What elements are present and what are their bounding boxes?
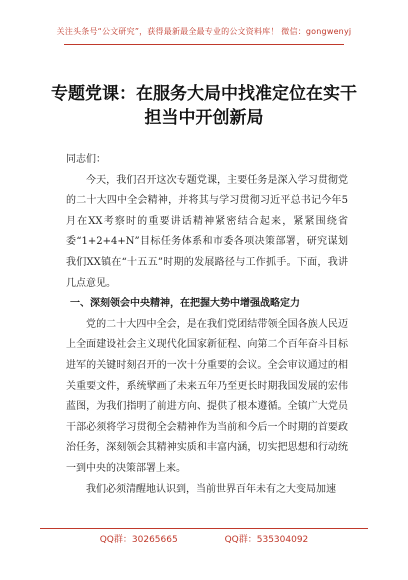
- document-title: [50, 82, 358, 130]
- header-divider: [64, 44, 344, 45]
- section-heading-1: 一、深刻领会中央精神，在把握大势中增强战略定力: [70, 298, 300, 310]
- document-body: [66, 150, 348, 500]
- page-header-note: 关注头条号“公文研究”，获得最新最全最专业的公文资料库！ 微信：gongwenyj: [56, 27, 352, 36]
- title-line-2: 担当中开创新局: [144, 108, 264, 128]
- footer-qq-group-1: QQ群：30265665: [99, 535, 178, 545]
- greeting: 同志们：: [66, 154, 106, 165]
- paragraph-section1-2: 我们必须清醒地认识到，当前世界百年未有之大变局加速: [86, 483, 336, 495]
- title-line-1: 专题党课：在服务大局中找准定位在实干: [51, 84, 357, 104]
- page-footer: [0, 532, 408, 545]
- footer-divider: [40, 528, 368, 529]
- paragraph-intro: 今天，我们召开这次专题党课，主要任务是深入学习贯彻党的二十大四中全会精神，并将其与学习贯彻习近平总书记今年5月在XX考察时的重要讲话精神紧密结合起来，紧紧围绕省委“1+2+4+N”目标任务体系和市委各项决策部署，研究谋划我们XX镇在“十五五”时期的发展路径与工作抓手。下面，我讲几点意见。: [66, 174, 348, 289]
- paragraph-section1-1: 党的二十大四中全会，是在我们党团结带领全国各族人民迈上全面建设社会主义现代化国家新征程、向第二个百年奋斗目标进军的关键时刻召开的一次十分重要的会议。全会审议通过的相关重要文件，系统擘画了未来五年乃至更长时期我国发展的宏伟蓝图，为我们指明了前进方向、提供了根本遵循。全镇广大党员干部必须将学习贯彻全会精神作为当前和今后一个时期的首要政治任务，深刻领会其精神实质和丰富内涵，切实把思想和行动统一到中央的决策部署上来。: [66, 318, 348, 474]
- footer-qq-group-2: QQ群：535304092: [224, 535, 309, 545]
